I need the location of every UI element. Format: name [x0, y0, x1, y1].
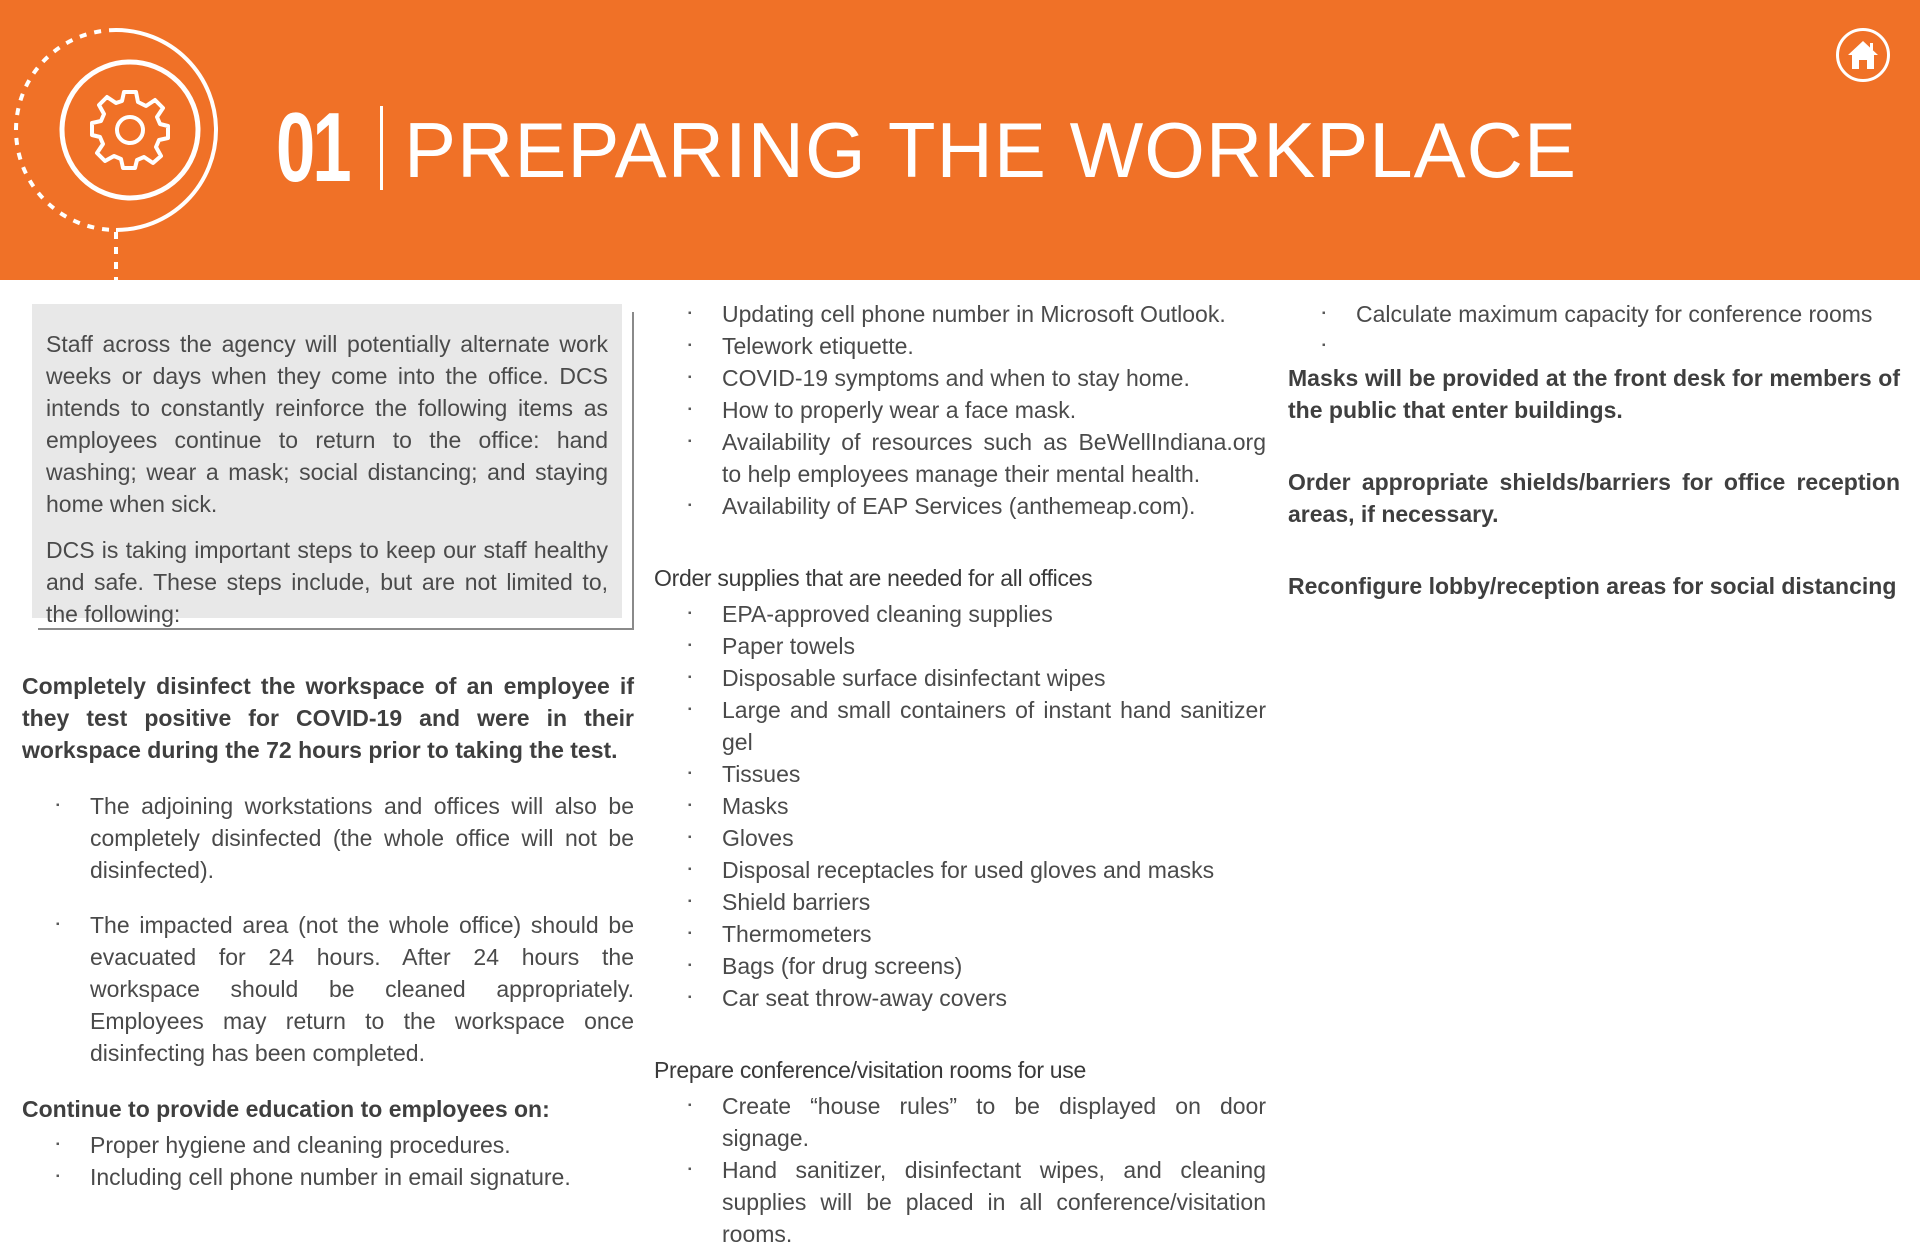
supplies-heading: Order supplies that are needed for all offices: [654, 565, 1093, 591]
list-item: [1288, 330, 1900, 362]
list-item: ▪ Thermometers: [654, 918, 1266, 950]
list-item: ▪ Telework etiquette.: [654, 330, 1266, 362]
list-item: ▪ COVID-19 symptoms and when to stay home.: [654, 362, 1266, 394]
column-left: [22, 670, 634, 1193]
disinfect-heading: Completely disinfect the workspace of an employee if they test positive for COVID-19 and were in their workspace during the 72 hours prior to taking the test.: [22, 673, 634, 763]
list-item: ▪ Tissues: [654, 758, 1266, 790]
conference-list: [654, 1090, 1266, 1250]
list-item: ▪ Disposal receptacles for used gloves and masks: [654, 854, 1266, 886]
column-right: [1288, 298, 1900, 602]
list-item: ▪ Car seat throw-away covers: [654, 982, 1266, 1014]
list-item: ▪ Availability of EAP Services (anthemeap.com).: [654, 490, 1266, 522]
list-item: ▪ Shield barriers: [654, 886, 1266, 918]
gear-icon: [0, 0, 260, 290]
lobby-text: Reconfigure lobby/reception areas for social distancing: [1288, 573, 1897, 599]
education-heading: Continue to provide education to employees on:: [22, 1096, 550, 1122]
list-item: ▪ Availability of resources such as BeWellIndiana.org to help employees manage their mental health.: [654, 426, 1266, 490]
intro-paragraph: Staff across the agency will potentially alternate work weeks or days when they come into the office. DCS intends to constantly reinforce the following items as employees continue to return to the office: hand washing; wear a mask; social distancing; and staying home when sick.: [46, 331, 608, 517]
conference-heading: Prepare conference/visitation rooms for use: [654, 1057, 1086, 1083]
list-item: ▪ Calculate maximum capacity for conference rooms: [1288, 298, 1900, 330]
list-item: ▪ How to properly wear a face mask.: [654, 394, 1266, 426]
list-item: ▪ Gloves: [654, 822, 1266, 854]
list-item: ▪ Hand sanitizer, disinfectant wipes, and cleaning supplies will be placed in all conference/visitation rooms.: [654, 1154, 1266, 1250]
home-icon: [1846, 39, 1880, 71]
supplies-list: [654, 598, 1266, 1014]
education-list-continued: [654, 298, 1266, 522]
masks-text: Masks will be provided at the front desk for members of the public that enter buildings.: [1288, 365, 1900, 423]
list-item: ▪ Proper hygiene and cleaning procedures.: [22, 1129, 634, 1161]
disinfect-list: [22, 790, 634, 1069]
list-item: ▪ Large and small containers of instant hand sanitizer gel: [654, 694, 1266, 758]
education-list: [22, 1129, 634, 1193]
home-button[interactable]: [1836, 28, 1890, 82]
page-title: PREPARING THE WORKPLACE: [404, 106, 1578, 194]
header-banner: [0, 0, 1920, 280]
list-item: ▪ Updating cell phone number in Microsoft Outlook.: [654, 298, 1266, 330]
list-item: ▪ The impacted area (not the whole office) should be evacuated for 24 hours. After 24 hours the workspace should be cleaned appropriately. Employees may return to the workspace once disinfecting has been completed.: [22, 909, 634, 1069]
column-middle: [654, 298, 1266, 1250]
list-item: ▪ EPA-approved cleaning supplies: [654, 598, 1266, 630]
list-item: ▪ Disposable surface disinfectant wipes: [654, 662, 1266, 694]
list-item: ▪ Masks: [654, 790, 1266, 822]
list-item: ▪ Bags (for drug screens): [654, 950, 1266, 982]
list-item: ▪ Including cell phone number in email signature.: [22, 1161, 634, 1193]
section-number: 01: [276, 92, 349, 202]
intro-box: [32, 304, 622, 627]
list-item: ▪ The adjoining workstations and offices will also be completely disinfected (the whole office will not be disinfected).: [22, 790, 634, 886]
conference-list-continued: [1288, 298, 1900, 362]
shields-text: Order appropriate shields/barriers for office reception areas, if necessary.: [1288, 469, 1900, 527]
list-item: ▪ Paper towels: [654, 630, 1266, 662]
intro-paragraph: DCS is taking important steps to keep our staff healthy and safe. These steps include, but are not limited to, the following:: [46, 537, 608, 627]
list-item: ▪ Create “house rules” to be displayed on door signage.: [654, 1090, 1266, 1154]
title-divider: [380, 106, 383, 190]
